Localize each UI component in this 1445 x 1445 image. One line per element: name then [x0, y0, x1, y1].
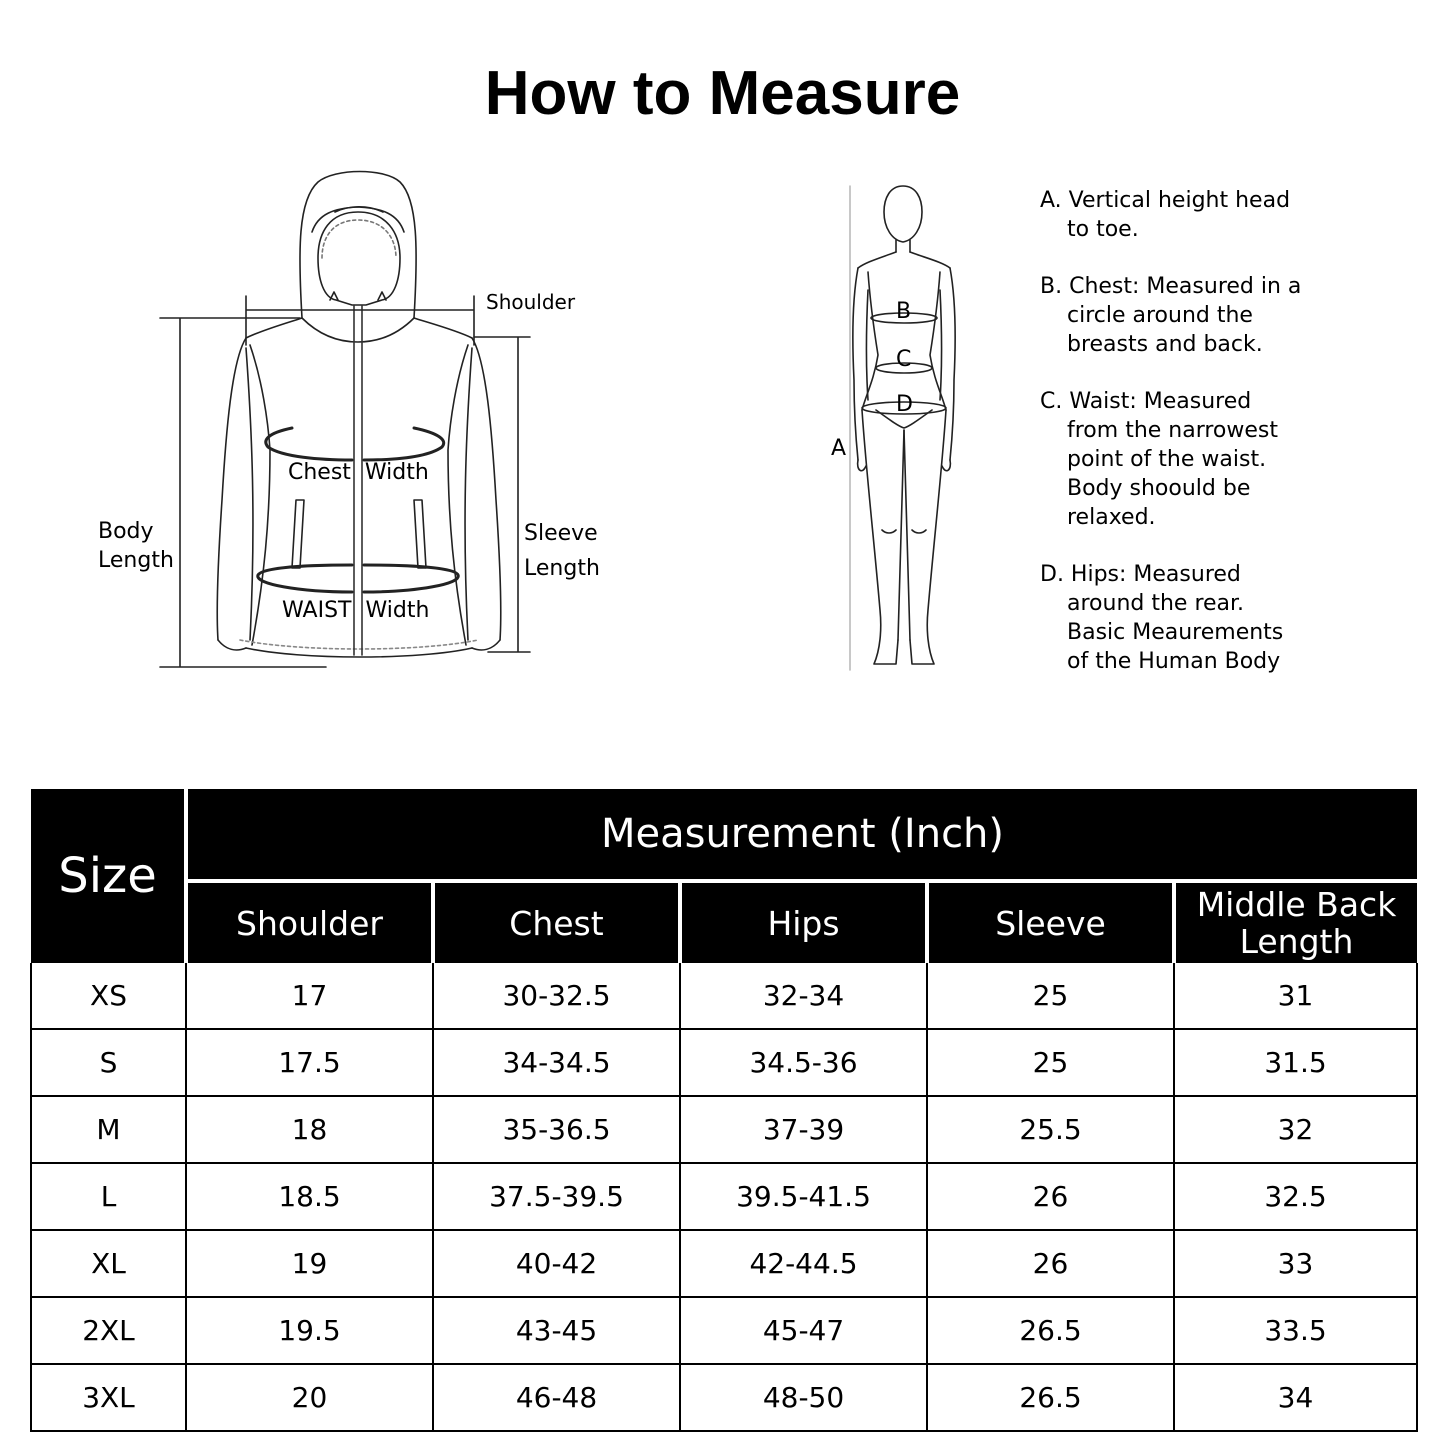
note-line: of the Human Body	[1067, 649, 1281, 674]
body-length-label-line2: Length	[98, 548, 174, 573]
measurement-cell: 43-45	[433, 1297, 680, 1364]
shoulder-label: Shoulder	[486, 290, 576, 314]
measurement-notes	[1040, 186, 1420, 704]
size-cell: 3XL	[31, 1364, 186, 1431]
note-line: from the narrowest	[1067, 418, 1279, 443]
measurement-cell: 33	[1174, 1230, 1417, 1297]
measurement-cell: 19	[186, 1230, 433, 1297]
measurement-header: Measurement (Inch)	[186, 789, 1417, 881]
measurement-cell: 26.5	[927, 1297, 1174, 1364]
note-line: C. Waist: Measured	[1040, 389, 1252, 414]
size-chart-table	[30, 789, 1418, 1432]
figure-label-a: A	[831, 436, 847, 461]
measurement-cell: 17.5	[186, 1029, 433, 1096]
chest-width-label: Chest Width	[288, 460, 429, 485]
table-row	[31, 1096, 1417, 1163]
table-row	[31, 1029, 1417, 1096]
measurement-cell: 45-47	[680, 1297, 927, 1364]
measurement-cell: 39.5-41.5	[680, 1163, 927, 1230]
measurement-cell: 33.5	[1174, 1297, 1417, 1364]
size-cell: XS	[31, 963, 186, 1029]
note-c	[1040, 387, 1420, 532]
column-header-sleeve: Sleeve	[927, 881, 1174, 963]
note-line: relaxed.	[1067, 505, 1156, 530]
sleeve-length-label-line1: Sleeve	[524, 521, 598, 546]
measurement-cell: 19.5	[186, 1297, 433, 1364]
note-a	[1040, 186, 1420, 244]
measurement-cell: 32.5	[1174, 1163, 1417, 1230]
size-cell: M	[31, 1096, 186, 1163]
measurement-cell: 32	[1174, 1096, 1417, 1163]
waist-width-label: WAIST Width	[282, 598, 430, 623]
measurement-cell: 40-42	[433, 1230, 680, 1297]
measurement-cell: 26.5	[927, 1364, 1174, 1431]
measurement-cell: 35-36.5	[433, 1096, 680, 1163]
figure-label-b: B	[896, 299, 912, 324]
sleeve-length-label-line2: Length	[524, 556, 600, 581]
measurement-cell: 34.5-36	[680, 1029, 927, 1096]
size-cell: S	[31, 1029, 186, 1096]
table-row	[31, 1364, 1417, 1431]
measurement-cell: 42-44.5	[680, 1230, 927, 1297]
size-cell: XL	[31, 1230, 186, 1297]
note-line: point of the waist.	[1067, 447, 1267, 472]
measurement-cell: 18.5	[186, 1163, 433, 1230]
measurement-cell: 17	[186, 963, 433, 1029]
figure-label-d: D	[896, 392, 913, 417]
measurement-cell: 30-32.5	[433, 963, 680, 1029]
measurement-cell: 37-39	[680, 1096, 927, 1163]
note-b	[1040, 272, 1420, 359]
measurement-cell: 37.5-39.5	[433, 1163, 680, 1230]
measurement-cell: 20	[186, 1364, 433, 1431]
table-row	[31, 1230, 1417, 1297]
table-row	[31, 963, 1417, 1029]
note-line: Body shoould be	[1067, 476, 1251, 501]
note-line: around the rear.	[1067, 591, 1245, 616]
note-line: Basic Meaurements	[1067, 620, 1284, 645]
size-cell: 2XL	[31, 1297, 186, 1364]
note-line: breasts and back.	[1067, 332, 1263, 357]
measurement-cell: 26	[927, 1230, 1174, 1297]
column-header-hips: Hips	[680, 881, 927, 963]
note-line: A. Vertical height head	[1040, 188, 1291, 213]
measurement-cell: 25.5	[927, 1096, 1174, 1163]
table-row	[31, 1163, 1417, 1230]
measurement-cell: 25	[927, 963, 1174, 1029]
measurement-cell: 48-50	[680, 1364, 927, 1431]
column-header-shoulder: Shoulder	[186, 881, 433, 963]
note-line: B. Chest: Measured in a	[1040, 274, 1302, 299]
measurement-cell: 31	[1174, 963, 1417, 1029]
measurement-cell: 25	[927, 1029, 1174, 1096]
measurement-cell: 32-34	[680, 963, 927, 1029]
note-line: to toe.	[1067, 217, 1139, 242]
measurement-cell: 18	[186, 1096, 433, 1163]
body-length-label-line1: Body	[98, 519, 154, 544]
size-header: Size	[31, 789, 186, 963]
measurement-cell: 46-48	[433, 1364, 680, 1431]
measurement-cell: 26	[927, 1163, 1174, 1230]
note-d	[1040, 560, 1420, 676]
size-cell: L	[31, 1163, 186, 1230]
note-line: D. Hips: Measured	[1040, 562, 1241, 587]
column-header-chest: Chest	[433, 881, 680, 963]
figure-label-c: C	[896, 347, 912, 372]
table-body	[31, 963, 1417, 1431]
note-line: circle around the	[1067, 303, 1253, 328]
column-header-middle-back-length: Middle Back Length	[1174, 881, 1417, 963]
measurement-cell: 34	[1174, 1364, 1417, 1431]
page-title: How to Measure	[484, 59, 961, 128]
table-row	[31, 1297, 1417, 1364]
measurement-cell: 34-34.5	[433, 1029, 680, 1096]
measurement-cell: 31.5	[1174, 1029, 1417, 1096]
